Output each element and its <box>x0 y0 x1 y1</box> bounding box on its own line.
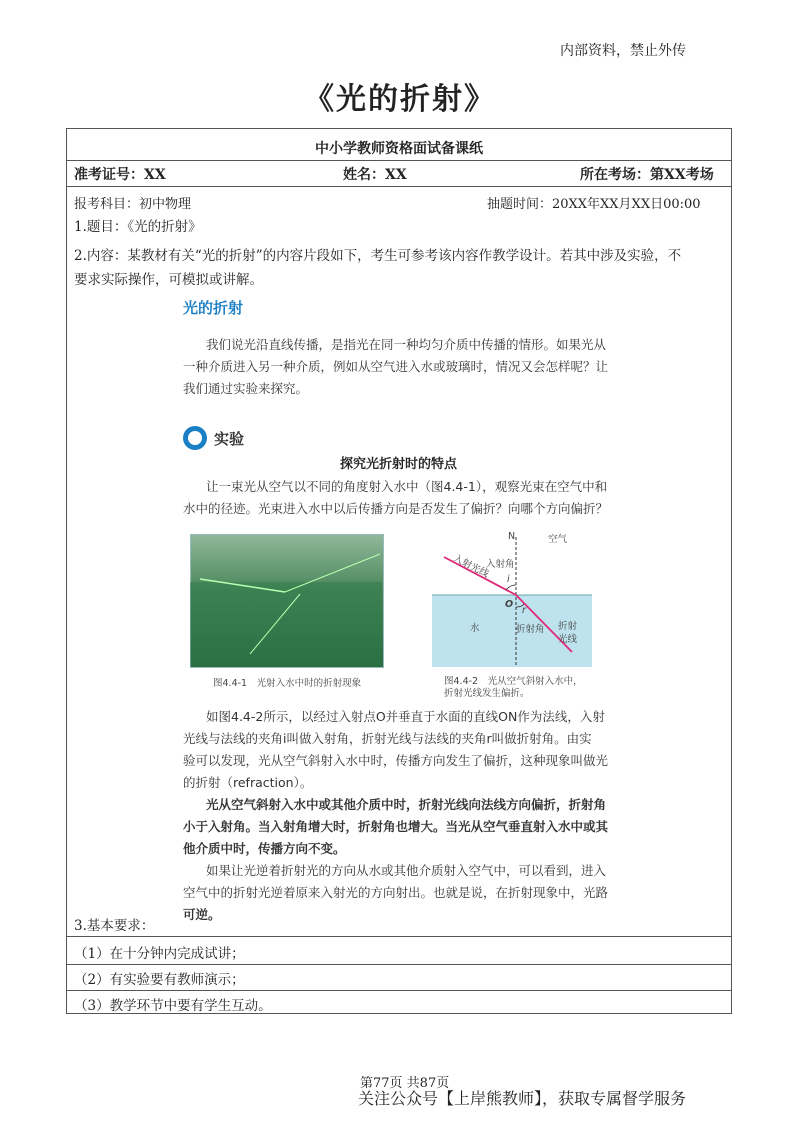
divider <box>66 990 732 991</box>
intro-line-2: 一种介质进入另一种介质，例如从空气进入水或玻璃时，情况又会怎样呢？让 <box>183 359 609 374</box>
divider <box>66 964 732 965</box>
exam-site: 所在考场：第XX考场 <box>580 167 714 183</box>
reverse-line-3: 可逆。 <box>183 907 221 922</box>
label-n: N <box>508 531 516 542</box>
body-line-2: 光线与法线的夹角i叫做入射角，折射光线与法线的夹角r叫做折射角。由实 <box>183 731 592 746</box>
requirement-1: （1）在十分钟内完成试讲； <box>74 946 245 962</box>
label-water: 水 <box>470 623 480 634</box>
refraction-diagram <box>432 527 592 667</box>
form-title: 中小学教师资格面试备课纸 <box>315 141 483 157</box>
label-incident-ray: 入射光线 <box>451 552 491 581</box>
rule-line-1: 光从空气斜射入水中或其他介质中时，折射光线向法线方向偏折，折射角 <box>206 797 607 812</box>
content-line-1: 2.内容：某教材有关“光的折射”的内容片段如下，考生可参考该内容作教学设计。若其中涉及实验，不 <box>74 248 682 264</box>
experiment-line-2: 水中的径迹。光束进入水中以后传播方向是否发生了偏折？向哪个方向偏折？ <box>183 501 609 516</box>
textbook-section-title: 光的折射 <box>183 299 244 317</box>
confidential-note: 内部资料，禁止外传 <box>560 43 686 59</box>
draw-time: 抽题时间：20XX年XX月XX日00:00 <box>487 197 701 212</box>
intro-line-3: 我们通过实验来探究。 <box>183 381 309 396</box>
label-i: i <box>507 574 510 585</box>
requirement-3: （3）教学环节中要有学生互动。 <box>74 998 272 1014</box>
requirement-2: （2）有实验要有教师演示； <box>74 972 245 988</box>
experiment-line-1: 让一束光从空气以不同的角度射入水中（图4.4-1），观察光束在空气中和 <box>206 479 608 494</box>
content-line-2: 要求实际操作，可模拟或讲解。 <box>74 272 263 288</box>
body-line-1: 如图4.4-2所示，以经过入射点O并垂直于水面的直线ON作为法线，入射 <box>206 709 605 724</box>
divider <box>66 936 732 937</box>
reverse-line-2: 空气中的折射光逆着原来入射光的方向射出。也就是说，在折射现象中，光路 <box>183 885 609 900</box>
label-o: O <box>505 599 514 610</box>
laser-beams <box>190 534 382 666</box>
exam-number: 准考证号：XX <box>74 167 166 183</box>
subject: 报考科目：初中物理 <box>74 197 192 212</box>
page-number: 第77页 共87页 <box>360 1076 450 1091</box>
figure-1-caption: 图4.4-1 光射入水中时的折射现象 <box>213 678 362 689</box>
experiment-title: 探究光折射时的特点 <box>340 457 458 472</box>
reverse-line-1: 如果让光逆着折射光的方向从水或其他介质射入空气中，可以看到，进入 <box>206 863 607 878</box>
page-title: 《光的折射》 <box>304 82 496 117</box>
label-air: 空气 <box>548 534 568 545</box>
topic-line: 1.题目：《光的折射》 <box>74 219 202 235</box>
figure-2-caption-2: 折射光线发生偏折。 <box>444 688 530 699</box>
promo-text: 关注公众号【上岸熊教师】，获取专属督学服务 <box>358 1089 687 1108</box>
divider <box>66 160 732 161</box>
rule-line-3: 他介质中时，传播方向不变。 <box>183 841 346 856</box>
requirements-heading: 3.基本要求： <box>74 918 155 934</box>
figure-2-caption-1: 图4.4-2 光从空气斜射入水中， <box>444 676 583 687</box>
candidate-name: 姓名：XX <box>343 167 407 183</box>
label-r: r <box>522 605 526 616</box>
intro-line-1: 我们说光沿直线传播，是指光在同一种均匀介质中传播的情形。如果光从 <box>206 337 607 352</box>
label-refracted-ray: 折射光线 <box>558 621 578 645</box>
label-refraction-angle: 折射角 <box>516 624 545 635</box>
body-line-4: 的折射（refraction）。 <box>183 775 313 790</box>
experiment-label: 实验 <box>214 430 245 448</box>
divider <box>66 186 732 187</box>
body-line-3: 验可以发现，光从空气斜射入水中时，传播方向发生了偏折，这种现象叫做光 <box>183 753 609 768</box>
label-incident-angle: 入射角 <box>486 559 515 570</box>
rule-line-2: 小于入射角。当入射角增大时，折射角也增大。当光从空气垂直射入水中或其 <box>183 819 609 834</box>
experiment-icon <box>183 426 207 450</box>
